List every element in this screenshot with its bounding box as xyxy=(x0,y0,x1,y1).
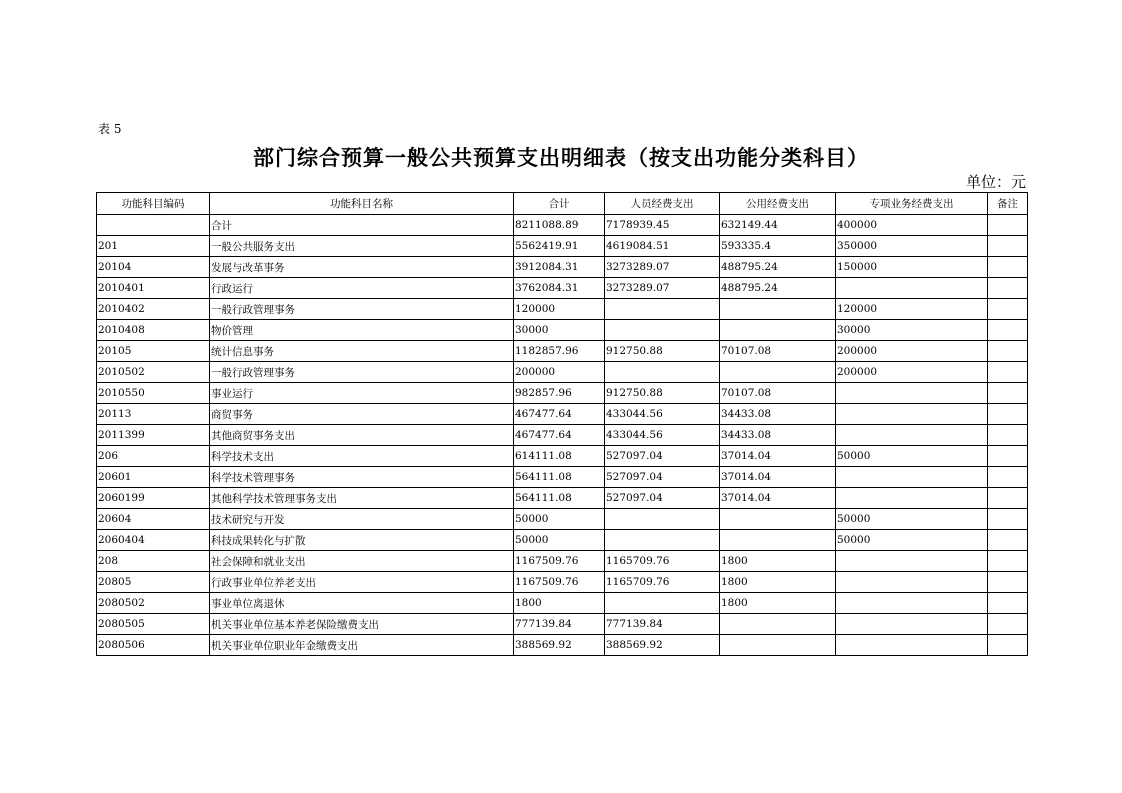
cell-name: 一般行政管理事务 xyxy=(210,299,514,320)
cell-special: 50000 xyxy=(836,509,988,530)
cell-public: 488795.24 xyxy=(720,257,836,278)
cell-code: 206 xyxy=(97,446,210,467)
cell-public xyxy=(720,320,836,341)
cell-name: 一般行政管理事务 xyxy=(210,362,514,383)
cell-personnel xyxy=(605,530,720,551)
cell-personnel xyxy=(605,320,720,341)
cell-note xyxy=(988,509,1028,530)
cell-code xyxy=(97,215,210,236)
cell-total: 564111.08 xyxy=(514,467,605,488)
cell-total: 1167509.76 xyxy=(514,551,605,572)
cell-name: 统计信息事务 xyxy=(210,341,514,362)
cell-name: 一般公共服务支出 xyxy=(210,236,514,257)
cell-name: 事业单位离退休 xyxy=(210,593,514,614)
cell-code: 20601 xyxy=(97,467,210,488)
column-header-public: 公用经费支出 xyxy=(720,193,836,215)
cell-code: 20105 xyxy=(97,341,210,362)
cell-special: 30000 xyxy=(836,320,988,341)
cell-special: 350000 xyxy=(836,236,988,257)
cell-code: 20604 xyxy=(97,509,210,530)
cell-name: 社会保障和就业支出 xyxy=(210,551,514,572)
cell-special: 400000 xyxy=(836,215,988,236)
cell-total: 200000 xyxy=(514,362,605,383)
cell-special: 200000 xyxy=(836,362,988,383)
cell-personnel xyxy=(605,593,720,614)
cell-personnel: 7178939.45 xyxy=(605,215,720,236)
cell-total: 388569.92 xyxy=(514,635,605,656)
cell-name: 科学技术管理事务 xyxy=(210,467,514,488)
cell-personnel: 527097.04 xyxy=(605,488,720,509)
cell-special xyxy=(836,635,988,656)
table-row xyxy=(97,299,1028,320)
cell-total: 564111.08 xyxy=(514,488,605,509)
cell-note xyxy=(988,215,1028,236)
column-header-note: 备注 xyxy=(988,193,1028,215)
table-row xyxy=(97,635,1028,656)
cell-note xyxy=(988,635,1028,656)
cell-total: 3912084.31 xyxy=(514,257,605,278)
cell-note xyxy=(988,236,1028,257)
table-body xyxy=(97,215,1028,656)
cell-public: 1800 xyxy=(720,593,836,614)
cell-personnel: 433044.56 xyxy=(605,404,720,425)
cell-note xyxy=(988,257,1028,278)
cell-code: 2060404 xyxy=(97,530,210,551)
cell-code: 208 xyxy=(97,551,210,572)
cell-note xyxy=(988,383,1028,404)
cell-name: 其他商贸事务支出 xyxy=(210,425,514,446)
unit-label: 单位：元 xyxy=(965,173,1026,191)
cell-name: 事业运行 xyxy=(210,383,514,404)
cell-special xyxy=(836,572,988,593)
column-header-name: 功能科目名称 xyxy=(210,193,514,215)
cell-total: 30000 xyxy=(514,320,605,341)
cell-total: 8211088.89 xyxy=(514,215,605,236)
cell-public: 37014.04 xyxy=(720,488,836,509)
table-number: 表 5 xyxy=(98,122,122,136)
cell-total: 1167509.76 xyxy=(514,572,605,593)
cell-name: 合计 xyxy=(210,215,514,236)
cell-code: 2010408 xyxy=(97,320,210,341)
table-row xyxy=(97,236,1028,257)
cell-special: 120000 xyxy=(836,299,988,320)
cell-special xyxy=(836,614,988,635)
cell-special xyxy=(836,467,988,488)
cell-special xyxy=(836,383,988,404)
cell-name: 机关事业单位职业年金缴费支出 xyxy=(210,635,514,656)
cell-personnel xyxy=(605,509,720,530)
cell-special xyxy=(836,404,988,425)
cell-personnel: 912750.88 xyxy=(605,341,720,362)
table-row xyxy=(97,488,1028,509)
cell-total: 467477.64 xyxy=(514,404,605,425)
page-title: 部门综合预算一般公共预算支出明细表（按支出功能分类科目） xyxy=(253,145,869,170)
cell-note xyxy=(988,362,1028,383)
cell-public: 1800 xyxy=(720,572,836,593)
cell-personnel: 433044.56 xyxy=(605,425,720,446)
cell-total: 467477.64 xyxy=(514,425,605,446)
table-row xyxy=(97,425,1028,446)
table-row xyxy=(97,362,1028,383)
cell-note xyxy=(988,278,1028,299)
table-row xyxy=(97,614,1028,635)
cell-special: 150000 xyxy=(836,257,988,278)
cell-special: 50000 xyxy=(836,530,988,551)
cell-public: 34433.08 xyxy=(720,425,836,446)
cell-note xyxy=(988,425,1028,446)
cell-code: 201 xyxy=(97,236,210,257)
table-row xyxy=(97,320,1028,341)
table-header-row xyxy=(97,193,1028,215)
cell-note xyxy=(988,551,1028,572)
cell-name: 行政事业单位养老支出 xyxy=(210,572,514,593)
cell-public xyxy=(720,614,836,635)
cell-personnel: 912750.88 xyxy=(605,383,720,404)
cell-public: 488795.24 xyxy=(720,278,836,299)
budget-table xyxy=(96,192,1028,656)
cell-name: 物价管理 xyxy=(210,320,514,341)
cell-note xyxy=(988,320,1028,341)
cell-code: 20805 xyxy=(97,572,210,593)
cell-total: 5562419.91 xyxy=(514,236,605,257)
table-row xyxy=(97,509,1028,530)
cell-name: 行政运行 xyxy=(210,278,514,299)
cell-special xyxy=(836,278,988,299)
cell-public: 1800 xyxy=(720,551,836,572)
table-row xyxy=(97,572,1028,593)
column-header-code: 功能科目编码 xyxy=(97,193,210,215)
cell-note xyxy=(988,404,1028,425)
cell-note xyxy=(988,614,1028,635)
cell-special xyxy=(836,593,988,614)
cell-public: 632149.44 xyxy=(720,215,836,236)
cell-code: 20113 xyxy=(97,404,210,425)
cell-personnel: 777139.84 xyxy=(605,614,720,635)
cell-note xyxy=(988,446,1028,467)
table-row xyxy=(97,383,1028,404)
cell-personnel: 3273289.07 xyxy=(605,278,720,299)
cell-public: 34433.08 xyxy=(720,404,836,425)
table-row xyxy=(97,341,1028,362)
cell-code: 2010502 xyxy=(97,362,210,383)
cell-personnel: 527097.04 xyxy=(605,467,720,488)
cell-personnel: 4619084.51 xyxy=(605,236,720,257)
column-header-personnel: 人员经费支出 xyxy=(605,193,720,215)
cell-total: 50000 xyxy=(514,530,605,551)
cell-note xyxy=(988,467,1028,488)
cell-public: 593335.4 xyxy=(720,236,836,257)
cell-note xyxy=(988,341,1028,362)
cell-total: 614111.08 xyxy=(514,446,605,467)
cell-public: 37014.04 xyxy=(720,467,836,488)
cell-name: 科技成果转化与扩散 xyxy=(210,530,514,551)
cell-name: 技术研究与开发 xyxy=(210,509,514,530)
table-row xyxy=(97,530,1028,551)
cell-special xyxy=(836,425,988,446)
cell-public: 70107.08 xyxy=(720,383,836,404)
cell-public xyxy=(720,299,836,320)
table-row xyxy=(97,257,1028,278)
cell-name: 其他科学技术管理事务支出 xyxy=(210,488,514,509)
cell-total: 982857.96 xyxy=(514,383,605,404)
cell-note xyxy=(988,593,1028,614)
cell-code: 2011399 xyxy=(97,425,210,446)
cell-note xyxy=(988,530,1028,551)
cell-total: 120000 xyxy=(514,299,605,320)
column-header-total: 合计 xyxy=(514,193,605,215)
cell-name: 商贸事务 xyxy=(210,404,514,425)
cell-code: 2080505 xyxy=(97,614,210,635)
cell-special xyxy=(836,551,988,572)
cell-personnel xyxy=(605,299,720,320)
cell-public xyxy=(720,509,836,530)
cell-special: 50000 xyxy=(836,446,988,467)
cell-special: 200000 xyxy=(836,341,988,362)
cell-note xyxy=(988,299,1028,320)
table-row xyxy=(97,593,1028,614)
cell-name: 机关事业单位基本养老保险缴费支出 xyxy=(210,614,514,635)
cell-personnel: 527097.04 xyxy=(605,446,720,467)
cell-code: 2010402 xyxy=(97,299,210,320)
cell-code: 2080502 xyxy=(97,593,210,614)
cell-public xyxy=(720,362,836,383)
cell-code: 2060199 xyxy=(97,488,210,509)
cell-code: 2080506 xyxy=(97,635,210,656)
cell-public xyxy=(720,635,836,656)
cell-note xyxy=(988,572,1028,593)
table-row xyxy=(97,467,1028,488)
table-row xyxy=(97,215,1028,236)
cell-total: 3762084.31 xyxy=(514,278,605,299)
cell-personnel xyxy=(605,362,720,383)
cell-name: 科学技术支出 xyxy=(210,446,514,467)
cell-note xyxy=(988,488,1028,509)
cell-public xyxy=(720,530,836,551)
table-row xyxy=(97,446,1028,467)
table-row xyxy=(97,551,1028,572)
cell-personnel: 1165709.76 xyxy=(605,551,720,572)
column-header-special: 专项业务经费支出 xyxy=(836,193,988,215)
cell-public: 37014.04 xyxy=(720,446,836,467)
table-row xyxy=(97,404,1028,425)
cell-personnel: 388569.92 xyxy=(605,635,720,656)
cell-special xyxy=(836,488,988,509)
table-row xyxy=(97,278,1028,299)
cell-total: 777139.84 xyxy=(514,614,605,635)
cell-code: 2010550 xyxy=(97,383,210,404)
cell-total: 1182857.96 xyxy=(514,341,605,362)
cell-total: 1800 xyxy=(514,593,605,614)
cell-public: 70107.08 xyxy=(720,341,836,362)
cell-name: 发展与改革事务 xyxy=(210,257,514,278)
cell-total: 50000 xyxy=(514,509,605,530)
cell-personnel: 3273289.07 xyxy=(605,257,720,278)
cell-code: 20104 xyxy=(97,257,210,278)
cell-personnel: 1165709.76 xyxy=(605,572,720,593)
cell-code: 2010401 xyxy=(97,278,210,299)
